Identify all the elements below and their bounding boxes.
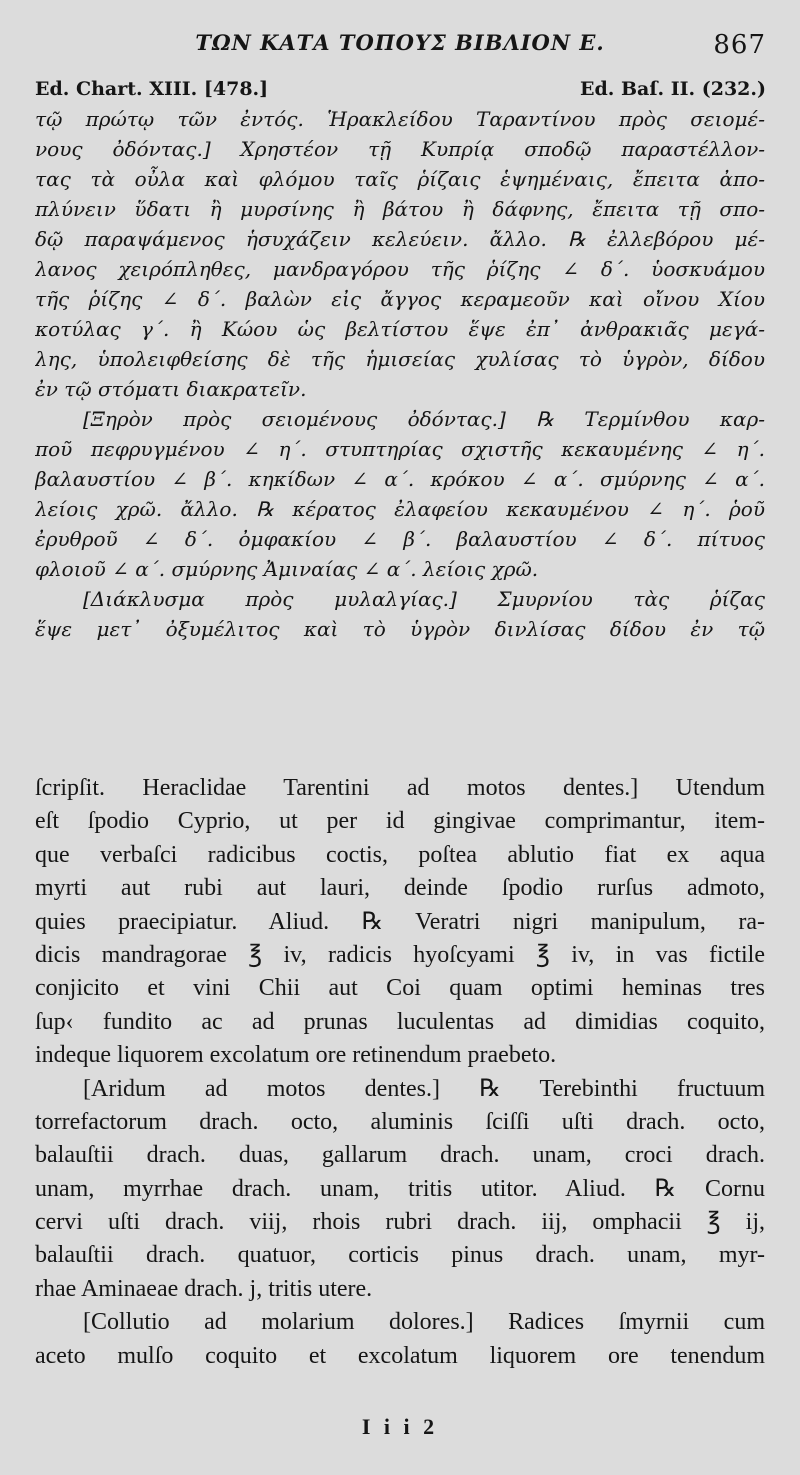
latin-line: torrefactorum drach. octo, aluminis ſciſſi uſti drach. octo,	[35, 1108, 765, 1135]
greek-line: λης, ὑπολειφθείσης δὲ τῆς ἡμισείας χυλίσας τὸ ὑγρὸν, δίδου	[35, 347, 765, 371]
greek-line: λανος χειρόπληθες, μανδραγόρου τῆς ῥίζης ∠ δ΄. ὑοσκυάμου	[35, 257, 765, 281]
greek-line: λείοις χρῶ. ἄλλο. ℞ κέρατος ἐλαφείου κεκαυμένου ∠ η΄. ῥοῦ	[35, 497, 765, 521]
latin-line: dicis mandragorae ℥ iv, radicis hyoſcyami ℥ iv, in vas fictile	[35, 941, 765, 968]
greek-line: ἐρυθροῦ ∠ δ΄. ὀμφακίου ∠ β΄. βαλαυστίου ∠ δ΄. πίτυος	[35, 527, 765, 551]
latin-line: [Collutio ad molarium dolores.] Radices ſmyrnii cum	[83, 1309, 765, 1336]
latin-line: [Aridum ad motos dentes.] ℞ Terebinthi fructuum	[83, 1075, 765, 1102]
latin-line: aceto mulſo coquito et excolatum liquorem ore tenendum	[35, 1342, 765, 1369]
latin-line: cervi uſti drach. viij, rhois rubri drach. iij, omphacii ℥ ij,	[35, 1209, 765, 1236]
latin-line: balauſtii drach. quatuor, corticis pinus drach. unam, myr-	[35, 1242, 765, 1269]
edition-references	[35, 78, 766, 106]
latin-line: ſup‹ fundito ac ad prunas luculentas ad dimidias coquito,	[35, 1008, 765, 1035]
greek-line: [Ξηρὸν πρὸς σειομένους ὀδόντας.] ℞ Τερμίνθου καρ-	[83, 407, 765, 431]
edition-chartier: Ed. Chart. XIII. [478.]	[35, 78, 269, 100]
greek-line: ἕψε μετ᾽ ὀξυμέλιτος καὶ τὸ ὑγρὸν δινλίσας δίδου ἐν τῷ	[35, 617, 765, 641]
latin-line: myrti aut rubi aut lauri, deinde ſpodio rurſus admoto,	[35, 875, 765, 902]
greek-line: [Διάκλυσμα πρὸς μυλαλγίας.] Σμυρνίου τὰς ῥίζας	[83, 587, 765, 611]
running-title: ΤΩΝ ΚΑΤΑ ΤΟΠΟΥΣ ΒΙΒΛΙΟΝ Ε.	[195, 30, 605, 55]
edition-basel: Ed. Baſ. II. (232.)	[579, 78, 766, 100]
greek-line: δῷ παραψάμενος ἡσυχάζειν κελεύειν. ἄλλο. ℞ ἐλλεβόρου μέ-	[35, 227, 765, 251]
latin-line: unam, myrrhae drach. unam, tritis utitor. Aliud. ℞ Cornu	[35, 1175, 765, 1202]
greek-line: κοτύλας γ΄. ἢ Κώου ὡς βελτίστου ἕψε ἐπ᾽ ἀνθρακιᾶς μεγά-	[35, 317, 765, 341]
greek-line: τῆς ῥίζης ∠ δ΄. βαλὼν εἰς ἄγγος κεραμεοῦν καὶ οἴνου Χίου	[35, 287, 765, 311]
greek-line: ἐν τῷ στόματι διακρατεῖν.	[35, 377, 307, 401]
greek-text-block	[35, 104, 765, 644]
greek-line: βαλαυστίου ∠ β΄. κηκίδων ∠ α΄. κρόκου ∠ α΄. σμύρνης ∠ α΄.	[35, 467, 765, 491]
latin-line: eſt ſpodio Cyprio, ut per id gingivae comprimantur, item-	[35, 808, 765, 835]
latin-line: balauſtii drach. duas, gallarum drach. unam, croci drach.	[35, 1142, 765, 1169]
greek-line: νους ὀδόντας.] Χρηστέον τῇ Κυπρίᾳ σποδῷ παραστέλλον-	[35, 137, 765, 161]
greek-line: τας τὰ οὖλα καὶ φλόμου ταῖς ῥίζαις ἑψημέναις, ἔπειτα ἀπο-	[35, 167, 765, 191]
greek-line: φλοιοῦ ∠ α΄. σμύρνης Ἀμιναίας ∠ α΄. λείοις χρῶ.	[35, 557, 539, 581]
latin-line: que verbaſci radicibus coctis, poſtea ablutio fiat ex aqua	[35, 841, 765, 868]
page-number: 867	[713, 30, 766, 60]
greek-line: πλύνειν ὕδατι ἢ μυρσίνης ἢ βάτου ἢ δάφνης, ἔπειτα τῇ σπο-	[35, 197, 765, 221]
signature-mark: I i i 2	[361, 1414, 439, 1439]
latin-line: conjicito et vini Chii aut Coi quam optimi heminas tres	[35, 975, 765, 1002]
greek-line: ποῦ πεφρυγμένου ∠ η΄. στυπτηρίας σχιστῆς κεκαυμένης ∠ η΄.	[35, 437, 765, 461]
latin-line: ſcripſit. Heraclidae Tarentini ad motos dentes.] Utendum	[35, 775, 765, 801]
latin-line: indeque liquorem excolatum ore retinendum praebeto.	[35, 1042, 557, 1069]
latin-line: rhae Aminaeae drach. j, tritis utere.	[35, 1275, 373, 1302]
greek-line: τῷ πρώτῳ τῶν ἐντός. Ἡρακλείδου Ταραντίνου πρὸς σειομέ-	[35, 107, 765, 131]
latin-line: quies praecipiatur. Aliud. ℞ Veratri nigri manipulum, ra-	[35, 908, 765, 935]
latin-text-block	[35, 772, 765, 1373]
